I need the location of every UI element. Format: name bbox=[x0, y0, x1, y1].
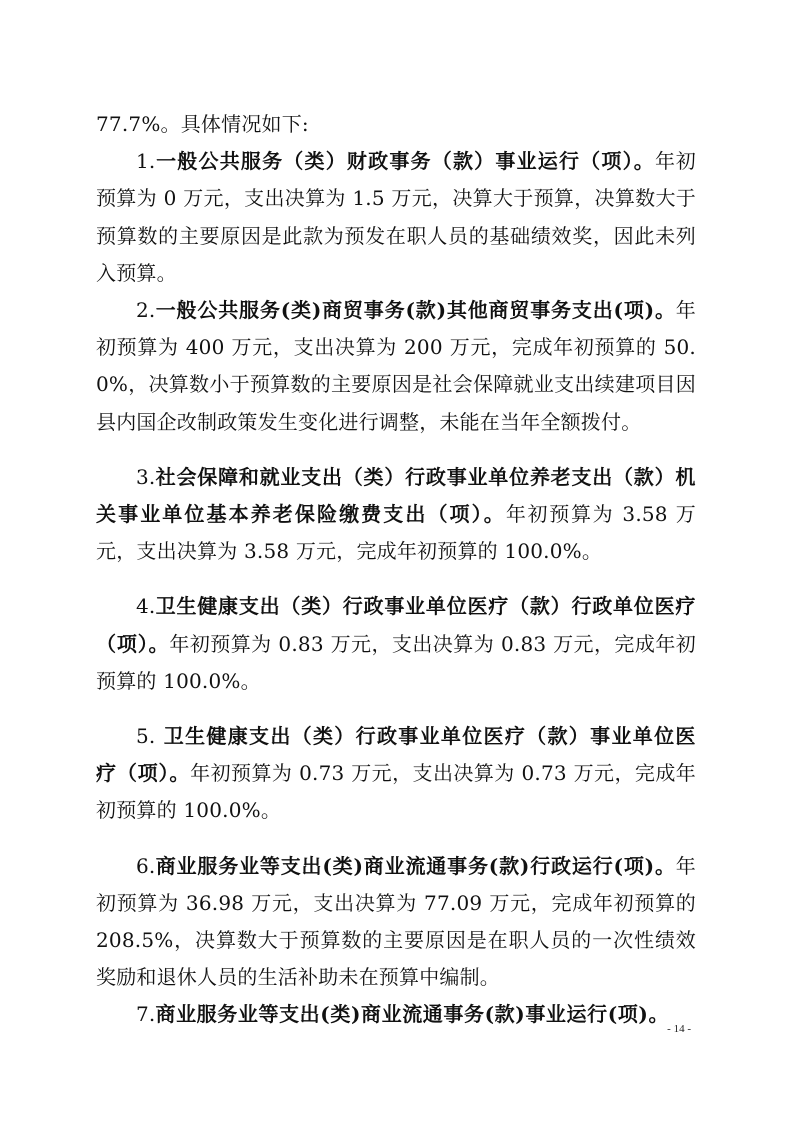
item-3-paragraph bbox=[96, 459, 696, 571]
item-5-heading: 卫生健康支出（类）行政事业单位医疗（款）事业单位医疗（项）。 bbox=[96, 724, 696, 786]
item-7-paragraph bbox=[96, 996, 696, 1033]
item-1-heading: 一般公共服务（类）财政事务（款）事业运行（项）。 bbox=[155, 149, 655, 174]
item-1-number: 1. bbox=[136, 149, 156, 174]
document-body bbox=[96, 106, 696, 1034]
item-1-body: 年初预算为 0 万元，支出决算为 1.5 万元，决算大于预算，决算数大于预算数的主要原因是此款为预发在职人员的基础绩效奖，因此未列入预算。 bbox=[96, 149, 696, 285]
item-2-heading: 一般公共服务(类)商贸事务(款)其他商贸事务支出(项)。 bbox=[155, 298, 676, 323]
item-3-heading: 社会保障和就业支出（类）行政事业单位养老支出（款）机关事业单位基本养老保险缴费支出（项）。 bbox=[96, 464, 696, 527]
item-5-paragraph bbox=[96, 718, 696, 830]
item-6-paragraph bbox=[96, 848, 696, 997]
item-2-number: 2. bbox=[136, 298, 156, 323]
item-6-number: 6. bbox=[136, 853, 156, 878]
page-number: - 14 - bbox=[667, 1023, 691, 1035]
intro-paragraph: 77.7%。具体情况如下: bbox=[96, 112, 309, 136]
item-3-body: 年初预算为 3.58 万元，支出决算为 3.58 万元，完成年初预算的 100.0%。 bbox=[96, 502, 696, 564]
item-1-paragraph bbox=[96, 143, 696, 292]
item-2-paragraph bbox=[96, 292, 696, 441]
item-2-body: 年初预算为 400 万元，支出决算为 200 万元，完成年初预算的 50.0%，决算数小于预算数的主要原因是社会保障就业支出续建项目因县内国企改制政策发生变化进行调整，未能在当年全额拨付。 bbox=[96, 298, 696, 434]
item-4-paragraph bbox=[96, 588, 696, 700]
item-7-heading: 商业服务业等支出(类)商业流通事务(款)事业运行(项)。 bbox=[155, 1002, 670, 1027]
item-5-number: 5. bbox=[136, 724, 156, 749]
item-6-body: 年初预算为 36.98 万元，支出决算为 77.09 万元，完成年初预算的 208.5%，决算数大于预算数的主要原因是在职人员的一次性绩效奖励和退休人员的生活补助未在预算中编制。 bbox=[96, 853, 696, 990]
item-4-number: 4. bbox=[136, 594, 156, 619]
item-3-number: 3. bbox=[136, 464, 156, 489]
item-6-heading: 商业服务业等支出(类)商业流通事务(款)行政运行(项)。 bbox=[155, 853, 676, 878]
item-7-number: 7. bbox=[136, 1002, 156, 1027]
item-4-body: 年初预算为 0.83 万元，支出决算为 0.83 万元，完成年初预算的 100.0%。 bbox=[96, 631, 696, 693]
item-5-body: 年初预算为 0.73 万元，支出决算为 0.73 万元，完成年初预算的 100.0%。 bbox=[96, 761, 696, 823]
item-4-heading: 卫生健康支出（类）行政事业单位医疗（款）行政单位医疗（项）。 bbox=[96, 594, 696, 656]
